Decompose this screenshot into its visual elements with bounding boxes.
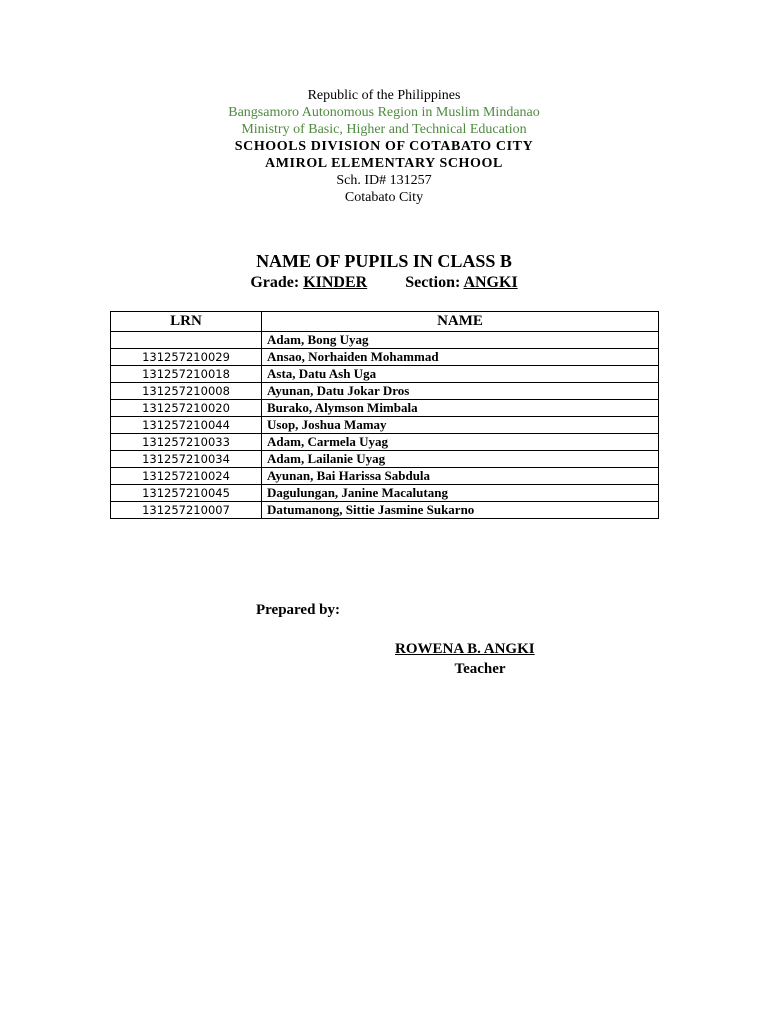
table-row — [111, 468, 659, 485]
pupil-name-cell: Adam, Bong Uyag — [262, 332, 659, 349]
lrn-cell: 131257210008 — [111, 383, 262, 400]
table-row — [111, 417, 659, 434]
document-header — [0, 87, 768, 206]
table-row — [111, 332, 659, 349]
ministry-line: Ministry of Basic, Higher and Technical Education — [241, 122, 527, 137]
teacher-role: Teacher — [454, 661, 506, 677]
division-line: SCHOOLS DIVISION OF COTABATO CITY — [234, 139, 534, 154]
lrn-cell: 131257210020 — [111, 400, 262, 417]
grade-value: KINDER — [303, 274, 368, 291]
table-row — [111, 451, 659, 468]
table-row — [111, 383, 659, 400]
section-label: Section: — [405, 274, 461, 291]
table-row — [111, 434, 659, 451]
lrn-cell: 131257210007 — [111, 502, 262, 519]
table-header-row — [111, 312, 659, 332]
table-row — [111, 485, 659, 502]
grade-label: Grade: — [250, 274, 300, 291]
pupil-name-cell: Burako, Alymson Mimbala — [262, 400, 659, 417]
school-name: AMIROL ELEMENTARY SCHOOL — [265, 156, 503, 171]
section-value: ANGKI — [463, 274, 518, 291]
region-line: Bangsamoro Autonomous Region in Muslim Mindanao — [228, 105, 540, 120]
country-line: Republic of the Philippines — [307, 88, 461, 103]
pupil-name-cell: Usop, Joshua Mamay — [262, 417, 659, 434]
class-info — [0, 273, 768, 293]
pupil-name-cell: Adam, Carmela Uyag — [262, 434, 659, 451]
table-row — [111, 366, 659, 383]
column-header-name: NAME — [262, 312, 659, 332]
pupil-name-cell: Ayunan, Bai Harissa Sabdula — [262, 468, 659, 485]
lrn-cell — [111, 332, 262, 349]
lrn-cell: 131257210034 — [111, 451, 262, 468]
city-line: Cotabato City — [344, 190, 424, 205]
lrn-cell: 131257210033 — [111, 434, 262, 451]
lrn-cell: 131257210024 — [111, 468, 262, 485]
lrn-cell: 131257210029 — [111, 349, 262, 366]
pupil-name-cell: Datumanong, Sittie Jasmine Sukarno — [262, 502, 659, 519]
table-row — [111, 400, 659, 417]
page-title: NAME OF PUPILS IN CLASS B — [256, 251, 512, 271]
table-row — [111, 502, 659, 519]
pupil-name-cell: Dagulungan, Janine Macalutang — [262, 485, 659, 502]
teacher-name: ROWENA B. ANGKI — [395, 641, 535, 657]
table-body — [111, 332, 659, 519]
pupil-name-cell: Ayunan, Datu Jokar Dros — [262, 383, 659, 400]
column-header-lrn: LRN — [111, 312, 262, 332]
pupil-name-cell: Adam, Lailanie Uyag — [262, 451, 659, 468]
prepared-by-label: Prepared by: — [256, 602, 341, 618]
lrn-cell: 131257210044 — [111, 417, 262, 434]
pupil-name-cell: Ansao, Norhaiden Mohammad — [262, 349, 659, 366]
pupil-name-cell: Asta, Datu Ash Uga — [262, 366, 659, 383]
lrn-cell: 131257210045 — [111, 485, 262, 502]
pupil-table — [110, 311, 659, 519]
school-id: Sch. ID# 131257 — [336, 173, 432, 188]
table-row — [111, 349, 659, 366]
lrn-cell: 131257210018 — [111, 366, 262, 383]
